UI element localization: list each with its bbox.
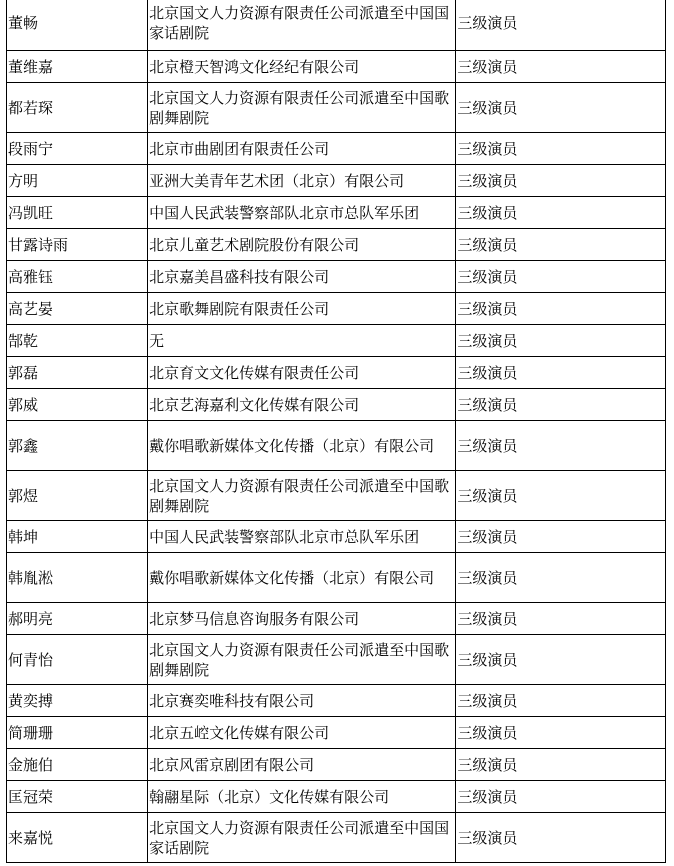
name-cell: 冯凯旺 — [7, 197, 148, 229]
organization-cell: 北京梦马信息咨询服务有限公司 — [148, 603, 456, 635]
title-cell: 三级演员 — [456, 635, 666, 685]
table-row — [7, 421, 666, 471]
table-row — [7, 521, 666, 553]
table-row — [7, 749, 666, 781]
organization-cell: 北京橙天智鸿文化经纪有限公司 — [148, 51, 456, 83]
organization-cell: 北京国文人力资源有限责任公司派遣至中国国家话剧院 — [148, 813, 456, 863]
name-cell: 郭磊 — [7, 357, 148, 389]
table-row — [7, 685, 666, 717]
organization-cell: 北京市曲剧团有限责任公司 — [148, 133, 456, 165]
title-cell: 三级演员 — [456, 229, 666, 261]
table-row — [7, 51, 666, 83]
table-row — [7, 197, 666, 229]
organization-cell: 北京儿童艺术剧院股份有限公司 — [148, 229, 456, 261]
table-row — [7, 165, 666, 197]
name-cell: 董维嘉 — [7, 51, 148, 83]
organization-cell: 无 — [148, 325, 456, 357]
organization-cell: 北京歌舞剧院有限责任公司 — [148, 293, 456, 325]
title-cell: 三级演员 — [456, 421, 666, 471]
performer-table-body — [7, 0, 666, 863]
organization-cell: 戴你唱歌新媒体文化传播（北京）有限公司 — [148, 421, 456, 471]
organization-cell: 北京国文人力资源有限责任公司派遣至中国国家话剧院 — [148, 0, 456, 51]
table-row — [7, 293, 666, 325]
name-cell: 匡冠荣 — [7, 781, 148, 813]
name-cell: 郝明亮 — [7, 603, 148, 635]
title-cell: 三级演员 — [456, 83, 666, 133]
name-cell: 韩胤淞 — [7, 553, 148, 603]
name-cell: 高雅钰 — [7, 261, 148, 293]
name-cell: 韩坤 — [7, 521, 148, 553]
title-cell: 三级演员 — [456, 553, 666, 603]
name-cell: 黄奕搏 — [7, 685, 148, 717]
table-row — [7, 389, 666, 421]
title-cell: 三级演员 — [456, 749, 666, 781]
name-cell: 何青怡 — [7, 635, 148, 685]
title-cell: 三级演员 — [456, 357, 666, 389]
name-cell: 段雨宁 — [7, 133, 148, 165]
organization-cell: 中国人民武装警察部队北京市总队军乐团 — [148, 521, 456, 553]
organization-cell: 北京育文文化传媒有限责任公司 — [148, 357, 456, 389]
organization-cell: 北京艺海嘉利文化传媒有限公司 — [148, 389, 456, 421]
table-row — [7, 603, 666, 635]
title-cell: 三级演员 — [456, 325, 666, 357]
table-row — [7, 471, 666, 521]
title-cell: 三级演员 — [456, 603, 666, 635]
title-cell: 三级演员 — [456, 165, 666, 197]
title-cell: 三级演员 — [456, 717, 666, 749]
name-cell: 郜乾 — [7, 325, 148, 357]
name-cell: 简珊珊 — [7, 717, 148, 749]
title-cell: 三级演员 — [456, 389, 666, 421]
name-cell: 郭鑫 — [7, 421, 148, 471]
table-row — [7, 553, 666, 603]
name-cell: 郭煜 — [7, 471, 148, 521]
name-cell: 郭威 — [7, 389, 148, 421]
table-row — [7, 133, 666, 165]
organization-cell: 中国人民武装警察部队北京市总队军乐团 — [148, 197, 456, 229]
table-row — [7, 781, 666, 813]
title-cell: 三级演员 — [456, 781, 666, 813]
table-row — [7, 635, 666, 685]
table-row — [7, 813, 666, 863]
name-cell: 董畅 — [7, 0, 148, 51]
name-cell: 甘露诗雨 — [7, 229, 148, 261]
title-cell: 三级演员 — [456, 685, 666, 717]
organization-cell: 北京风雷京剧团有限公司 — [148, 749, 456, 781]
organization-cell: 北京嘉美昌盛科技有限公司 — [148, 261, 456, 293]
performer-table — [6, 0, 666, 863]
name-cell: 金施伯 — [7, 749, 148, 781]
organization-cell: 北京国文人力资源有限责任公司派遣至中国歌剧舞剧院 — [148, 471, 456, 521]
title-cell: 三级演员 — [456, 197, 666, 229]
table-row — [7, 83, 666, 133]
organization-cell: 北京国文人力资源有限责任公司派遣至中国歌剧舞剧院 — [148, 635, 456, 685]
organization-cell: 亚洲大美青年艺术团（北京）有限公司 — [148, 165, 456, 197]
table-row — [7, 717, 666, 749]
name-cell: 都若琛 — [7, 83, 148, 133]
title-cell: 三级演员 — [456, 471, 666, 521]
title-cell: 三级演员 — [456, 521, 666, 553]
table-row — [7, 325, 666, 357]
organization-cell: 北京五崆文化传媒有限公司 — [148, 717, 456, 749]
organization-cell: 北京国文人力资源有限责任公司派遣至中国歌剧舞剧院 — [148, 83, 456, 133]
organization-cell: 北京赛奕唯科技有限公司 — [148, 685, 456, 717]
title-cell: 三级演员 — [456, 51, 666, 83]
organization-cell: 戴你唱歌新媒体文化传播（北京）有限公司 — [148, 553, 456, 603]
title-cell: 三级演员 — [456, 133, 666, 165]
table-row — [7, 229, 666, 261]
name-cell: 方明 — [7, 165, 148, 197]
name-cell: 来嘉悦 — [7, 813, 148, 863]
organization-cell: 翰翮星际（北京）文化传媒有限公司 — [148, 781, 456, 813]
table-row — [7, 0, 666, 51]
title-cell: 三级演员 — [456, 261, 666, 293]
title-cell: 三级演员 — [456, 0, 666, 51]
title-cell: 三级演员 — [456, 813, 666, 863]
table-row — [7, 357, 666, 389]
name-cell: 高艺晏 — [7, 293, 148, 325]
table-row — [7, 261, 666, 293]
title-cell: 三级演员 — [456, 293, 666, 325]
